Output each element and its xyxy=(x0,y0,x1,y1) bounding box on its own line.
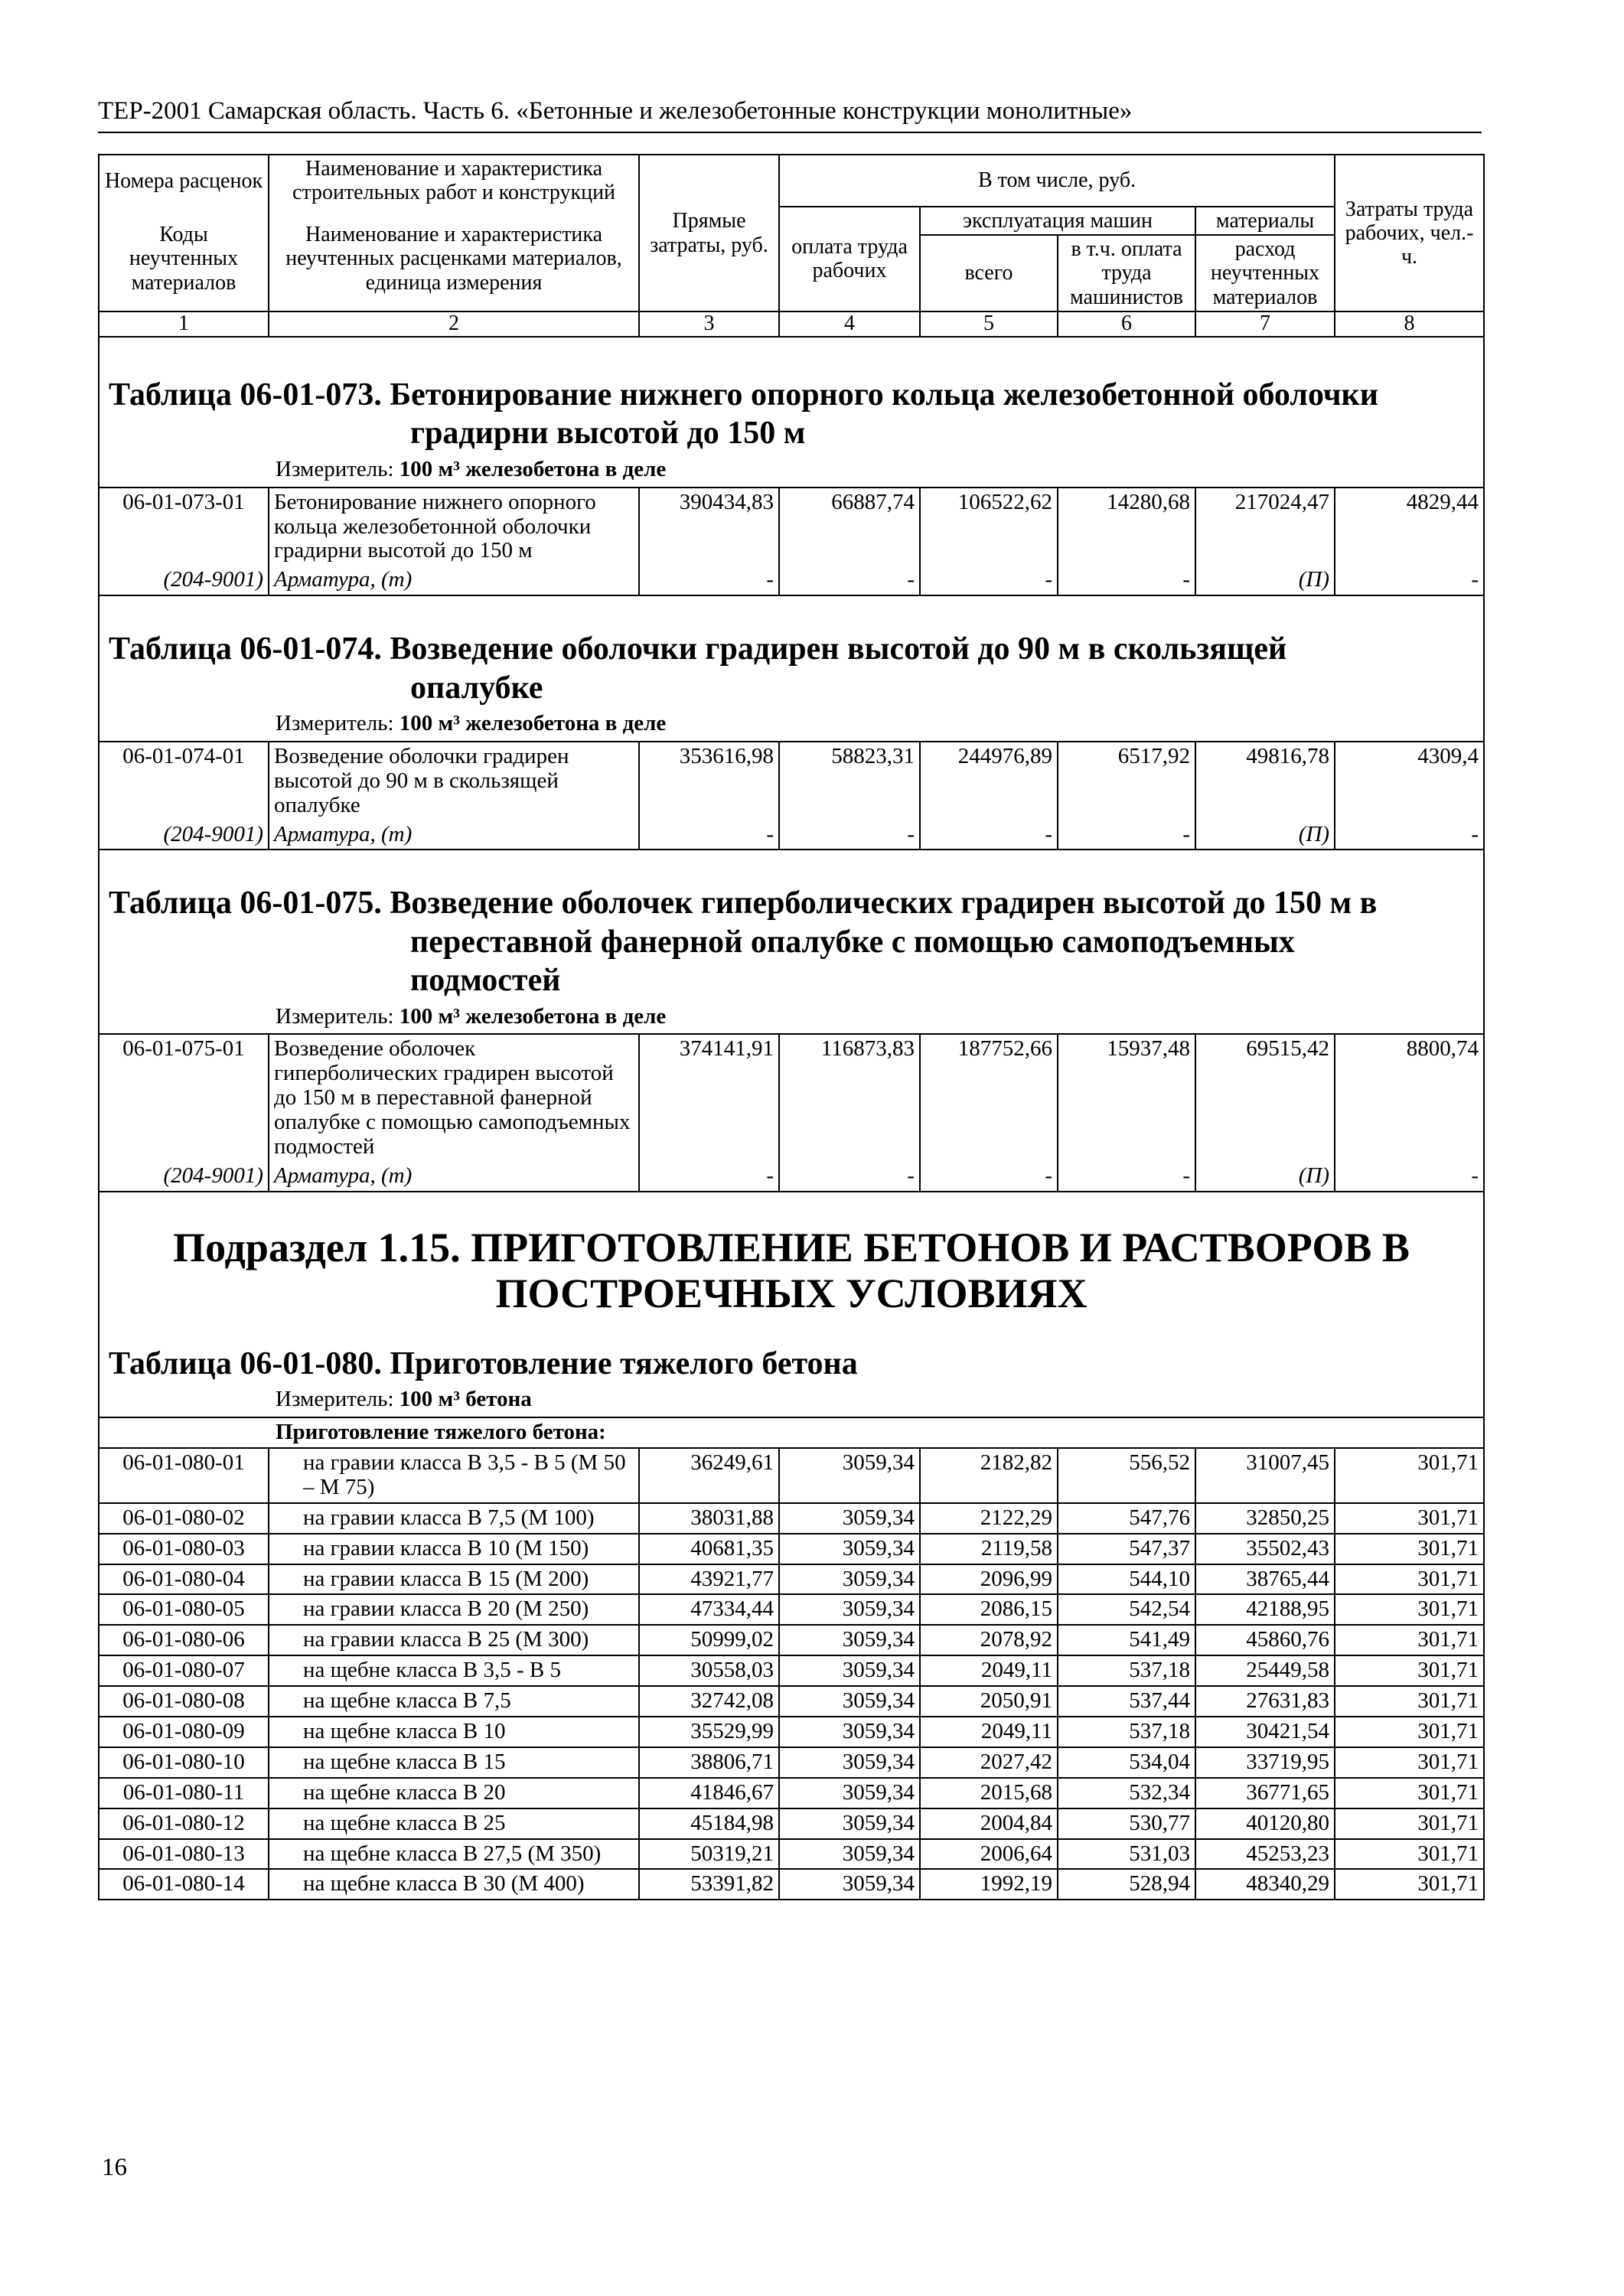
rate-code: 06-01-080-13 xyxy=(99,1839,269,1870)
material-value: - xyxy=(639,566,779,595)
section-label: Приготовление тяжелого бетона: xyxy=(99,1417,1484,1448)
labor-hours: 301,71 xyxy=(1335,1747,1484,1778)
rate-name: на гравии класса В 15 (М 200) xyxy=(269,1564,639,1595)
machines-pay: 542,54 xyxy=(1058,1594,1195,1625)
labor-pay: 3059,34 xyxy=(779,1564,920,1595)
table-074-title: Таблица 06-01-074. Возведение оболочки градирен высотой до 90 м в скользящей опалубке xyxy=(109,631,1287,706)
labor-hours: 301,71 xyxy=(1335,1564,1484,1595)
material-row xyxy=(99,820,1484,850)
machines-pay: 530,77 xyxy=(1058,1808,1195,1839)
table-row xyxy=(99,1034,1484,1161)
col-num: 1 xyxy=(99,311,269,337)
materials-cost: 69515,42 xyxy=(1195,1034,1335,1161)
rate-code: 06-01-073-01 xyxy=(99,488,269,566)
machines-total: 2006,64 xyxy=(920,1839,1058,1870)
direct-cost: 374141,91 xyxy=(639,1034,779,1161)
col-direct: Прямые затраты, руб. xyxy=(639,155,779,311)
materials-cost: 30421,54 xyxy=(1195,1717,1335,1747)
rate-code: 06-01-080-11 xyxy=(99,1778,269,1808)
materials-cost: 40120,80 xyxy=(1195,1808,1335,1839)
machines-pay: 528,94 xyxy=(1058,1869,1195,1900)
machines-total: 2182,82 xyxy=(920,1448,1058,1503)
rate-code: 06-01-080-12 xyxy=(99,1808,269,1839)
rate-name: на щебне класса В 30 (М 400) xyxy=(269,1869,639,1900)
direct-cost: 30558,03 xyxy=(639,1655,779,1686)
table-080-title: Таблица 06-01-080. Приготовление тяжелого бетона xyxy=(109,1345,858,1381)
table-075-heading xyxy=(99,850,1484,1034)
col-num: 4 xyxy=(779,311,920,337)
labor-pay: 3059,34 xyxy=(779,1625,920,1655)
materials-cost: 31007,45 xyxy=(1195,1448,1335,1503)
machines-total: 2122,29 xyxy=(920,1503,1058,1534)
col-materials: материалы xyxy=(1195,207,1335,235)
machines-total: 2086,15 xyxy=(920,1594,1058,1625)
col-num: 3 xyxy=(639,311,779,337)
labor-hours: 301,71 xyxy=(1335,1717,1484,1747)
materials-cost: 38765,44 xyxy=(1195,1564,1335,1595)
table-row xyxy=(99,1534,1484,1564)
rate-name: Возведение оболочек гиперболических градирен высотой до 150 м в переставной фанерной опалубке с помощью самоподъемных подмостей xyxy=(269,1034,639,1161)
labor-hours: 301,71 xyxy=(1335,1869,1484,1900)
col-labor-pay: оплата труда рабочих xyxy=(779,207,920,311)
labor-hours: 4309,4 xyxy=(1335,742,1484,820)
machines-total: 2119,58 xyxy=(920,1534,1058,1564)
material-value: - xyxy=(779,566,920,595)
rate-name: на щебне класса В 3,5 - В 5 xyxy=(269,1655,639,1686)
labor-pay: 3059,34 xyxy=(779,1717,920,1747)
table-row xyxy=(99,1869,1484,1900)
machines-pay: 547,37 xyxy=(1058,1534,1195,1564)
material-value: (П) xyxy=(1195,820,1335,850)
direct-cost: 38031,88 xyxy=(639,1503,779,1534)
machines-pay: 6517,92 xyxy=(1058,742,1195,820)
machines-total: 2004,84 xyxy=(920,1808,1058,1839)
direct-cost: 38806,71 xyxy=(639,1747,779,1778)
material-value: - xyxy=(1058,566,1195,595)
labor-hours: 301,71 xyxy=(1335,1594,1484,1625)
rate-code: 06-01-080-08 xyxy=(99,1686,269,1717)
materials-cost: 45860,76 xyxy=(1195,1625,1335,1655)
materials-cost: 36771,65 xyxy=(1195,1778,1335,1808)
labor-hours: 301,71 xyxy=(1335,1448,1484,1503)
material-row xyxy=(99,566,1484,595)
labor-pay: 3059,34 xyxy=(779,1869,920,1900)
rate-code: 06-01-080-01 xyxy=(99,1448,269,1503)
machines-pay: 544,10 xyxy=(1058,1564,1195,1595)
rates-table xyxy=(98,154,1485,1900)
material-code: (204-9001) xyxy=(99,820,269,850)
table-row xyxy=(99,1448,1484,1503)
col-code-bottom: Коды неучтенных материалов xyxy=(99,207,269,311)
table-074-meter: Измеритель: 100 м³ железобетона в деле xyxy=(276,710,667,735)
labor-pay: 3059,34 xyxy=(779,1839,920,1870)
rate-code: 06-01-080-06 xyxy=(99,1625,269,1655)
rate-name: на гравии класса В 3,5 - В 5 (М 50 – М 75) xyxy=(269,1448,639,1503)
col-machines-total: всего xyxy=(920,235,1058,311)
machines-total: 2078,92 xyxy=(920,1625,1058,1655)
direct-cost: 41846,67 xyxy=(639,1778,779,1808)
material-code: (204-9001) xyxy=(99,566,269,595)
material-value: - xyxy=(779,1162,920,1192)
machines-pay: 532,34 xyxy=(1058,1778,1195,1808)
col-code-top: Номера расценок xyxy=(99,155,269,207)
material-name: Арматура, (т) xyxy=(269,566,639,595)
page-header: ТЕР-2001 Самарская область. Часть 6. «Бетонные и железобетонные конструкции монолитные» xyxy=(98,96,1482,133)
rate-code: 06-01-080-10 xyxy=(99,1747,269,1778)
labor-pay: 3059,34 xyxy=(779,1534,920,1564)
rate-name: Возведение оболочки градирен высотой до 90 м в скользящей опалубке xyxy=(269,742,639,820)
labor-pay: 3059,34 xyxy=(779,1808,920,1839)
machines-pay: 541,49 xyxy=(1058,1625,1195,1655)
labor-hours: 301,71 xyxy=(1335,1686,1484,1717)
machines-pay: 537,18 xyxy=(1058,1655,1195,1686)
rate-name: на гравии класса В 25 (М 300) xyxy=(269,1625,639,1655)
rate-name: на щебне класса В 15 xyxy=(269,1747,639,1778)
machines-total: 106522,62 xyxy=(920,488,1058,566)
machines-pay: 15937,48 xyxy=(1058,1034,1195,1161)
table-080-body xyxy=(99,1448,1484,1900)
table-row xyxy=(99,1655,1484,1686)
material-value: - xyxy=(1335,1162,1484,1192)
machines-total: 244976,89 xyxy=(920,742,1058,820)
table-row xyxy=(99,488,1484,566)
materials-cost: 35502,43 xyxy=(1195,1534,1335,1564)
materials-cost: 48340,29 xyxy=(1195,1869,1335,1900)
material-value: - xyxy=(920,820,1058,850)
materials-cost: 33719,95 xyxy=(1195,1747,1335,1778)
col-num: 6 xyxy=(1058,311,1195,337)
labor-pay: 3059,34 xyxy=(779,1778,920,1808)
col-machines: эксплуатация машин xyxy=(920,207,1195,235)
labor-hours: 4829,44 xyxy=(1335,488,1484,566)
rate-code: 06-01-080-03 xyxy=(99,1534,269,1564)
machines-pay: 14280,68 xyxy=(1058,488,1195,566)
col-num: 2 xyxy=(269,311,639,337)
subsection-heading xyxy=(99,1192,1484,1417)
direct-cost: 40681,35 xyxy=(639,1534,779,1564)
material-value: - xyxy=(639,1162,779,1192)
rate-name: на щебне класса В 10 xyxy=(269,1717,639,1747)
col-num: 8 xyxy=(1335,311,1484,337)
col-num: 7 xyxy=(1195,311,1335,337)
material-value: - xyxy=(1058,1162,1195,1192)
materials-cost: 32850,25 xyxy=(1195,1503,1335,1534)
material-value: - xyxy=(1058,820,1195,850)
rate-code: 06-01-080-09 xyxy=(99,1717,269,1747)
rate-name: на гравии класса В 20 (М 250) xyxy=(269,1594,639,1625)
rate-name: на щебне класса В 20 xyxy=(269,1778,639,1808)
col-labor-cost: Затраты труда рабочих, чел.-ч. xyxy=(1335,155,1484,311)
labor-pay: 3059,34 xyxy=(779,1686,920,1717)
rate-code: 06-01-080-07 xyxy=(99,1655,269,1686)
labor-pay: 116873,83 xyxy=(779,1034,920,1161)
rate-name: на щебне класса В 7,5 xyxy=(269,1686,639,1717)
col-materials-unaccounted: расход неучтенных материалов xyxy=(1195,235,1335,311)
table-row xyxy=(99,1686,1484,1717)
material-code: (204-9001) xyxy=(99,1162,269,1192)
labor-pay: 3059,34 xyxy=(779,1655,920,1686)
rate-code: 06-01-080-14 xyxy=(99,1869,269,1900)
labor-pay: 3059,34 xyxy=(779,1448,920,1503)
table-row xyxy=(99,1503,1484,1534)
labor-hours: 301,71 xyxy=(1335,1839,1484,1870)
table-080-section-row xyxy=(99,1417,1484,1448)
rate-name: на гравии класса В 7,5 (М 100) xyxy=(269,1503,639,1534)
rate-code: 06-01-075-01 xyxy=(99,1034,269,1161)
labor-hours: 301,71 xyxy=(1335,1534,1484,1564)
table-080-meter: Измеритель: 100 м³ бетона xyxy=(276,1387,532,1412)
material-value: - xyxy=(920,1162,1058,1192)
col-name-bottom: Наименование и характеристика неучтенных расценками материалов, единица измерения xyxy=(269,207,639,311)
material-value: - xyxy=(1335,820,1484,850)
material-value: - xyxy=(639,820,779,850)
table-074-heading xyxy=(99,595,1484,742)
labor-hours: 301,71 xyxy=(1335,1778,1484,1808)
materials-cost: 25449,58 xyxy=(1195,1655,1335,1686)
materials-cost: 49816,78 xyxy=(1195,742,1335,820)
materials-cost: 27631,83 xyxy=(1195,1686,1335,1717)
rate-code: 06-01-080-02 xyxy=(99,1503,269,1534)
machines-total: 1992,19 xyxy=(920,1869,1058,1900)
column-numbers-row xyxy=(99,311,1484,337)
table-row xyxy=(99,1625,1484,1655)
table-row xyxy=(99,1564,1484,1595)
table-075-title: Таблица 06-01-075. Возведение оболочек гиперболических градирен высотой до 150 м в переставной фанерной опалубке с помощью самоподъемных подмостей xyxy=(109,885,1378,999)
rate-name: на щебне класса В 27,5 (М 350) xyxy=(269,1839,639,1870)
table-075-meter: Измеритель: 100 м³ железобетона в деле xyxy=(276,1003,667,1029)
direct-cost: 45184,98 xyxy=(639,1808,779,1839)
machines-pay: 537,18 xyxy=(1058,1717,1195,1747)
material-value: - xyxy=(779,820,920,850)
machines-pay: 547,76 xyxy=(1058,1503,1195,1534)
table-073-heading xyxy=(99,337,1484,488)
rate-name: на гравии класса В 10 (М 150) xyxy=(269,1534,639,1564)
col-name-top: Наименование и характеристика строительных работ и конструкций xyxy=(269,155,639,207)
direct-cost: 35529,99 xyxy=(639,1717,779,1747)
machines-pay: 556,52 xyxy=(1058,1448,1195,1503)
material-row xyxy=(99,1162,1484,1192)
material-value: - xyxy=(920,566,1058,595)
page-number: 16 xyxy=(102,2154,127,2181)
material-value: (П) xyxy=(1195,1162,1335,1192)
machines-total: 2049,11 xyxy=(920,1655,1058,1686)
machines-total: 2015,68 xyxy=(920,1778,1058,1808)
col-incl: В том числе, руб. xyxy=(779,155,1335,207)
labor-pay: 66887,74 xyxy=(779,488,920,566)
material-name: Арматура, (т) xyxy=(269,1162,639,1192)
direct-cost: 53391,82 xyxy=(639,1869,779,1900)
table-row xyxy=(99,1808,1484,1839)
labor-pay: 58823,31 xyxy=(779,742,920,820)
table-row xyxy=(99,742,1484,820)
table-row xyxy=(99,1778,1484,1808)
table-head-row-1 xyxy=(99,155,1484,207)
labor-pay: 3059,34 xyxy=(779,1503,920,1534)
material-value: - xyxy=(1335,566,1484,595)
subsection-title: Подраздел 1.15. ПРИГОТОВЛЕНИЕ БЕТОНОВ И РАСТВОРОВ В ПОСТРОЕЧНЫХ УСЛОВИЯХ xyxy=(173,1224,1410,1317)
machines-pay: 531,03 xyxy=(1058,1839,1195,1870)
machines-total: 2049,11 xyxy=(920,1717,1058,1747)
table-row xyxy=(99,1594,1484,1625)
col-num: 5 xyxy=(920,311,1058,337)
table-row xyxy=(99,1839,1484,1870)
col-machines-pay: в т.ч. оплата труда машинистов xyxy=(1058,235,1195,311)
materials-cost: 42188,95 xyxy=(1195,1594,1335,1625)
machines-total: 187752,66 xyxy=(920,1034,1058,1161)
direct-cost: 36249,61 xyxy=(639,1448,779,1503)
table-073-title: Таблица 06-01-073. Бетонирование нижнего опорного кольца железобетонной оболочки градирни высотой до 150 м xyxy=(109,377,1378,452)
rate-code: 06-01-080-05 xyxy=(99,1594,269,1625)
materials-cost: 217024,47 xyxy=(1195,488,1335,566)
labor-hours: 301,71 xyxy=(1335,1655,1484,1686)
direct-cost: 353616,98 xyxy=(639,742,779,820)
machines-total: 2027,42 xyxy=(920,1747,1058,1778)
material-name: Арматура, (т) xyxy=(269,820,639,850)
direct-cost: 50319,21 xyxy=(639,1839,779,1870)
rate-name: Бетонирование нижнего опорного кольца железобетонной оболочки градирни высотой до 150 м xyxy=(269,488,639,566)
rate-code: 06-01-074-01 xyxy=(99,742,269,820)
table-073-meter: Измеритель: 100 м³ железобетона в деле xyxy=(276,456,667,481)
labor-pay: 3059,34 xyxy=(779,1747,920,1778)
machines-pay: 537,44 xyxy=(1058,1686,1195,1717)
machines-total: 2050,91 xyxy=(920,1686,1058,1717)
direct-cost: 390434,83 xyxy=(639,488,779,566)
table-row xyxy=(99,1717,1484,1747)
labor-hours: 301,71 xyxy=(1335,1808,1484,1839)
machines-pay: 534,04 xyxy=(1058,1747,1195,1778)
machines-total: 2096,99 xyxy=(920,1564,1058,1595)
table-head-row-2 xyxy=(99,207,1484,235)
labor-hours: 301,71 xyxy=(1335,1503,1484,1534)
rate-code: 06-01-080-04 xyxy=(99,1564,269,1595)
labor-hours: 8800,74 xyxy=(1335,1034,1484,1161)
direct-cost: 43921,77 xyxy=(639,1564,779,1595)
direct-cost: 50999,02 xyxy=(639,1625,779,1655)
table-row xyxy=(99,1747,1484,1778)
labor-hours: 301,71 xyxy=(1335,1625,1484,1655)
material-value: (П) xyxy=(1195,566,1335,595)
labor-pay: 3059,34 xyxy=(779,1594,920,1625)
materials-cost: 45253,23 xyxy=(1195,1839,1335,1870)
rate-name: на щебне класса В 25 xyxy=(269,1808,639,1839)
direct-cost: 32742,08 xyxy=(639,1686,779,1717)
direct-cost: 47334,44 xyxy=(639,1594,779,1625)
